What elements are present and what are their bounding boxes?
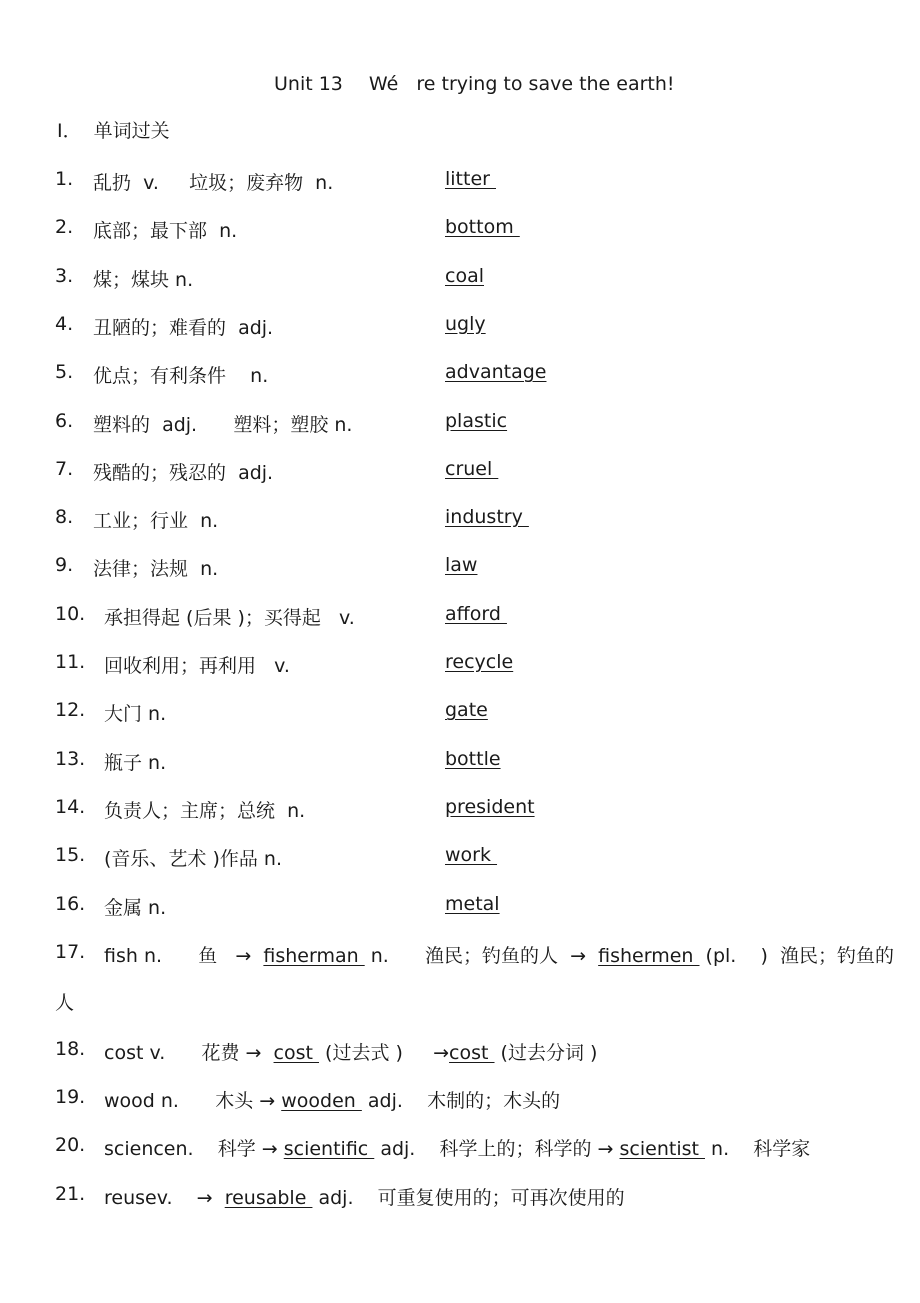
word-form-text (104, 1086, 560, 1113)
word-form-segment: wood n. 木头 → (104, 1090, 282, 1112)
section-heading: Ⅰ． 单词过关 (57, 120, 170, 142)
item-number: 1. (55, 168, 74, 190)
chinese-meaning: (音乐、艺术 )作品 n. (104, 848, 282, 871)
answer-word: fishermen (598, 945, 700, 967)
vocab-row (0, 313, 920, 337)
item-number: 2. (55, 216, 74, 239)
word-form-segment: (过去分词 ) (494, 1042, 598, 1064)
answer-word: work (445, 844, 498, 867)
word-form-segment: reusev. → (104, 1187, 225, 1209)
chinese-meaning: 丑陋的；难看的 adj. (93, 316, 274, 339)
chinese-meaning: 塑料的 adj. 塑料；塑胶 n. (93, 413, 353, 436)
answer-word: scientific (283, 1138, 375, 1160)
item-number: 16. (55, 892, 86, 915)
chinese-meaning: 负责人；主席；总统 n. (104, 799, 306, 822)
item-number: 15. (55, 844, 86, 867)
chinese-meaning: 底部；最下部 n. (93, 220, 238, 243)
item-number: 12. (55, 699, 86, 722)
word-form-segment: adj. 木制的；木头的 (361, 1090, 561, 1112)
item-number: 6. (55, 409, 74, 432)
word-form-segment: n. 科学家 (705, 1138, 811, 1160)
item-number: 17. (55, 941, 86, 963)
answer-word: president (445, 795, 535, 818)
chinese-meaning: 煤；煤块 n. (93, 268, 194, 291)
item-number: 11. (55, 651, 86, 673)
item-number: 7. (55, 457, 74, 480)
answer-word: bottle (445, 747, 501, 770)
item-number: 14. (55, 795, 86, 818)
answer-word: advantage (445, 361, 547, 384)
item-number: 4. (55, 312, 74, 335)
item-number: 9. (55, 554, 74, 577)
answer-word: plastic (445, 409, 508, 432)
vocab-row (0, 699, 920, 726)
word-form-row (0, 1038, 920, 1062)
answer-word: cruel (445, 457, 499, 480)
vocab-row (0, 216, 920, 243)
vocab-row (0, 361, 920, 388)
vocab-row (0, 506, 920, 533)
answer-word: coal (445, 264, 484, 287)
answer-word: metal (445, 892, 500, 915)
vocab-row (0, 748, 920, 772)
vocab-row (0, 603, 920, 627)
word-form-text (104, 1183, 625, 1210)
answer-word: afford (445, 602, 507, 625)
vocab-row (0, 651, 920, 675)
chinese-meaning: 金属 n. (104, 896, 167, 919)
word-form-segment: (pl. ) 渔民；钓鱼的 (699, 945, 894, 967)
answer-word: bottom (445, 216, 520, 239)
chinese-meaning: 承担得起 (后果 )；买得起 v. (104, 606, 355, 629)
answer-word: litter (445, 168, 496, 190)
word-form-text (104, 1134, 810, 1161)
word-form-continuation (0, 988, 920, 1012)
chinese-meaning: 大门 n. (104, 703, 167, 726)
chinese-meaning: 残酷的；残忍的 adj. (93, 461, 274, 484)
answer-word: law (445, 554, 478, 577)
answer-word: ugly (445, 312, 486, 335)
word-form-row (0, 1086, 920, 1110)
answer-word: recycle (445, 651, 514, 673)
vocab-row (0, 844, 920, 871)
answer-word: fisherman (263, 945, 365, 967)
answer-word: reusable (224, 1187, 313, 1209)
item-number: 19. (55, 1086, 86, 1108)
word-form-segment: sciencen. 科学 → (104, 1138, 284, 1160)
vocab-row (0, 554, 920, 581)
item-number: 3. (55, 264, 74, 287)
answer-word: gate (445, 699, 488, 722)
answer-word: cost (273, 1042, 320, 1064)
page-title (274, 72, 675, 96)
chinese-meaning: 乱扔 v. 垃圾；废弃物 n. (93, 172, 334, 194)
answer-word: scientist (619, 1138, 705, 1160)
vocab-row (0, 265, 920, 289)
item-number: 8. (55, 506, 74, 529)
item-number: 20. (55, 1134, 86, 1156)
vocab-row (0, 796, 920, 820)
word-form-segment: adj. 可重复使用的；可再次使用的 (312, 1187, 625, 1209)
word-form-row (0, 1183, 920, 1207)
vocab-row (0, 458, 920, 482)
vocab-row (0, 410, 920, 434)
chinese-meaning: 工业；行业 n. (93, 510, 219, 533)
vocab-row (0, 168, 920, 192)
answer-word: industry (445, 506, 529, 529)
word-form-text (104, 941, 894, 968)
item-number: 5. (55, 361, 74, 384)
word-form-segment: adj. 科学上的；科学的 → (374, 1138, 620, 1160)
chinese-meaning: 瓶子 n. (104, 751, 167, 774)
answer-word: cost (449, 1042, 495, 1064)
word-form-row (0, 941, 920, 965)
item-number: 21. (55, 1183, 86, 1205)
word-form-segment: (过去式 ) → (319, 1042, 450, 1064)
answer-word: wooden (281, 1090, 362, 1112)
item-number: 10. (55, 602, 86, 625)
item-number: 13. (55, 747, 86, 770)
word-form-segment: cost v. 花费 → (104, 1042, 274, 1064)
item-number: 18. (55, 1038, 86, 1060)
word-form-text (104, 1038, 597, 1065)
unit-label: Unit 13 (274, 73, 343, 95)
word-form-segment: n. 渔民；钓鱼的人 → (364, 945, 599, 967)
chinese-meaning: 优点；有利条件 n. (93, 365, 269, 388)
chinese-meaning: 法律；法规 n. (93, 558, 219, 581)
chinese-meaning: 回收利用；再利用 v. (104, 655, 290, 677)
word-form-row (0, 1134, 920, 1158)
word-form-segment: fish n. 鱼 → (104, 945, 264, 967)
vocab-row (0, 893, 920, 917)
title-text: Wé re trying to save the earth! (368, 73, 675, 95)
continuation-text: 人 (55, 992, 75, 1014)
